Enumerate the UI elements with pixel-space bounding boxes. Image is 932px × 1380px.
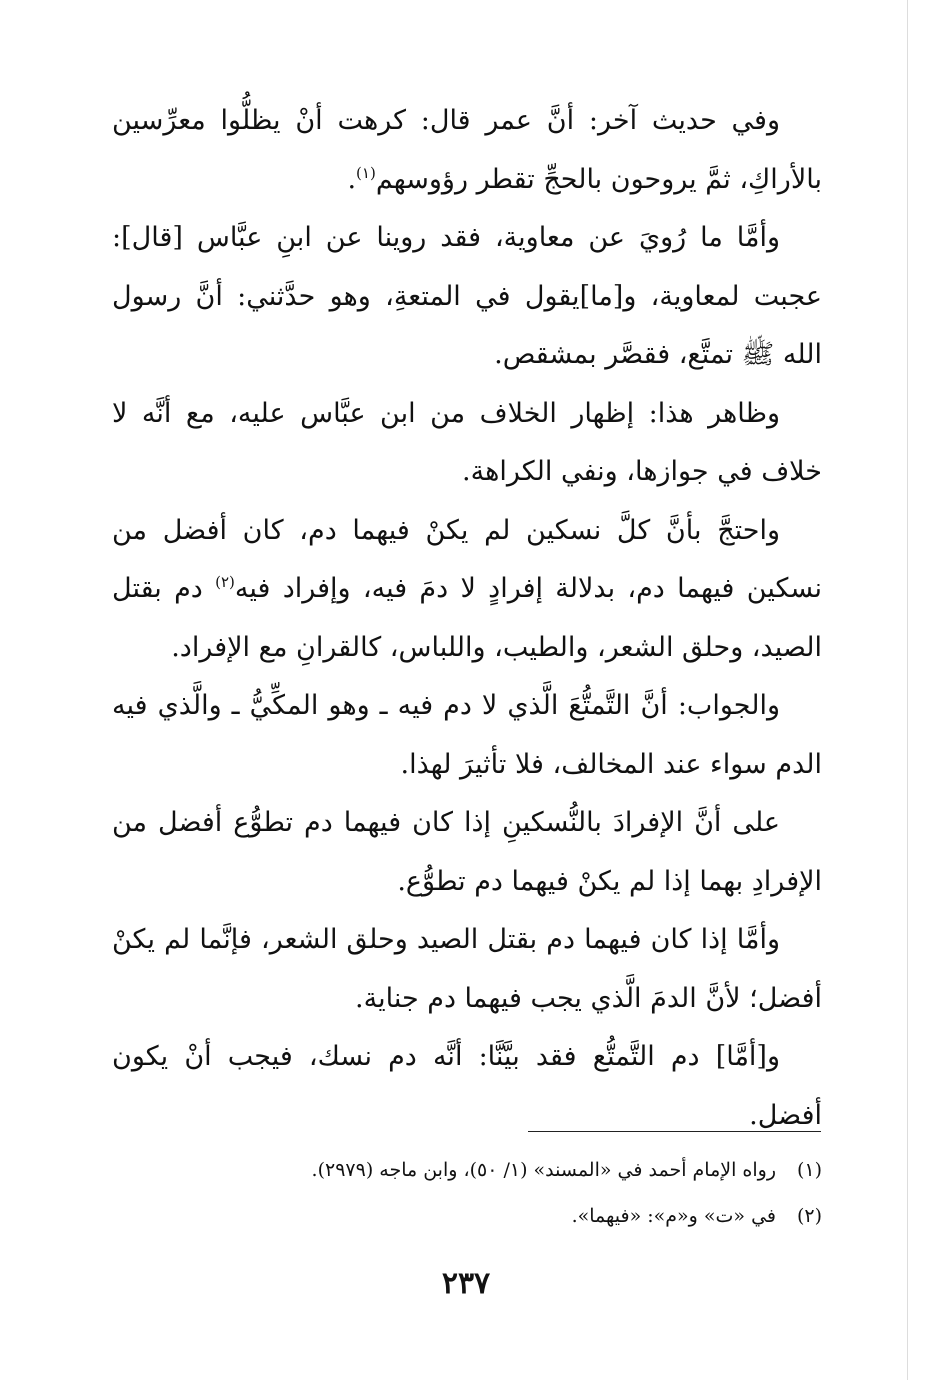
footnote-ref-2: (٢) (215, 573, 235, 591)
paragraph-2 (112, 209, 822, 385)
footnote-divider (528, 1131, 821, 1132)
paragraph-2-text: وأمَّا ما رُويَ عن معاوية، فقد روينا عن ابنِ عبَّاس [قال]: عجبت لمعاوية، و[ما]يقول في المتعةِ، وهو حدَّثني: أنَّ رسول الله ﷺ تمتَّع، فقصَّر بمشقص. (112, 222, 822, 370)
paragraph-5 (112, 677, 822, 794)
page-number: ٢٣٧ (441, 1266, 491, 1301)
paragraph-5-text: والجواب: أنَّ التَّمتُّعَ الَّذي لا دم فيه ـ وهو المكِّيُّ ـ والَّذي فيه الدم سواء عند المخالف، فلا تأثيرَ لهذا. (112, 690, 822, 780)
paragraph-7-text: وأمَّا إذا كان فيهما دم بقتل الصيد وحلق الشعر، فإنَّما لم يكنْ أفضل؛ لأنَّ الدمَ الَّذي يجب فيهما دم جناية. (112, 924, 822, 1014)
paragraph-6 (112, 794, 822, 911)
paragraph-8 (112, 1028, 822, 1145)
footnote-1 (112, 1147, 822, 1193)
footnote-1-text: رواه الإمام أحمد في «المسند» (١/ ٥٠)، وابن ماجه (٢٩٧٩). (311, 1159, 776, 1181)
paragraph-3 (112, 385, 822, 502)
paragraph-3-text: وظاهر هذا: إظهار الخلاف من ابن عبَّاس عليه، مع أنَّه لا خلاف في جوازها، ونفي الكراهة. (112, 397, 822, 487)
paragraph-8-text: و[أمَّا] دم التَّمتُّع فقد بيَّنَّا: أنَّه دم نسك، فيجب أنْ يكون أفضل. (112, 1041, 822, 1131)
footnote-2-text: في «ت» و«م»: «فيهما». (571, 1205, 776, 1227)
paragraph-7 (112, 911, 822, 1028)
paragraph-1-tail: . (347, 163, 357, 195)
paragraph-4 (112, 502, 822, 678)
footnotes (112, 1147, 822, 1239)
footnote-2-number: (٢) (796, 1205, 822, 1227)
footnote-1-number: (١) (796, 1159, 822, 1181)
paragraph-4-tail: دم بقتل الصيد، وحلق الشعر، والطيب، واللباس، كالقرانِ مع الإفراد. (112, 573, 822, 663)
paragraph-6-text: على أنَّ الإفرادَ بالنُّسكينِ إذا كان فيهما دم تطوُّع أفضل من الإفرادِ بهما إذا لم يكنْ فيهما دم تطوُّع. (112, 807, 822, 897)
paragraph-4-text: واحتجَّ بأنَّ كلَّ نسكين لم يكنْ فيهما دم، كان أفضل من نسكين فيهما دم، بدلالة إفرادٍ لا دمَ فيه، وإفراد فيه (112, 514, 822, 604)
footnote-ref-1: (١) (356, 163, 376, 182)
paragraph-1-text: وفي حديث آخر: أنَّ عمر قال: كرهت أنْ يظلُّوا معرِّسين بالأراكِ، ثمَّ يروحون بالحجِّ تقطر رؤوسهم (112, 105, 822, 195)
footnote-2 (112, 1193, 822, 1239)
scan-edge-line (907, 0, 908, 1380)
paragraph-1 (112, 92, 822, 209)
main-text (112, 92, 822, 1145)
